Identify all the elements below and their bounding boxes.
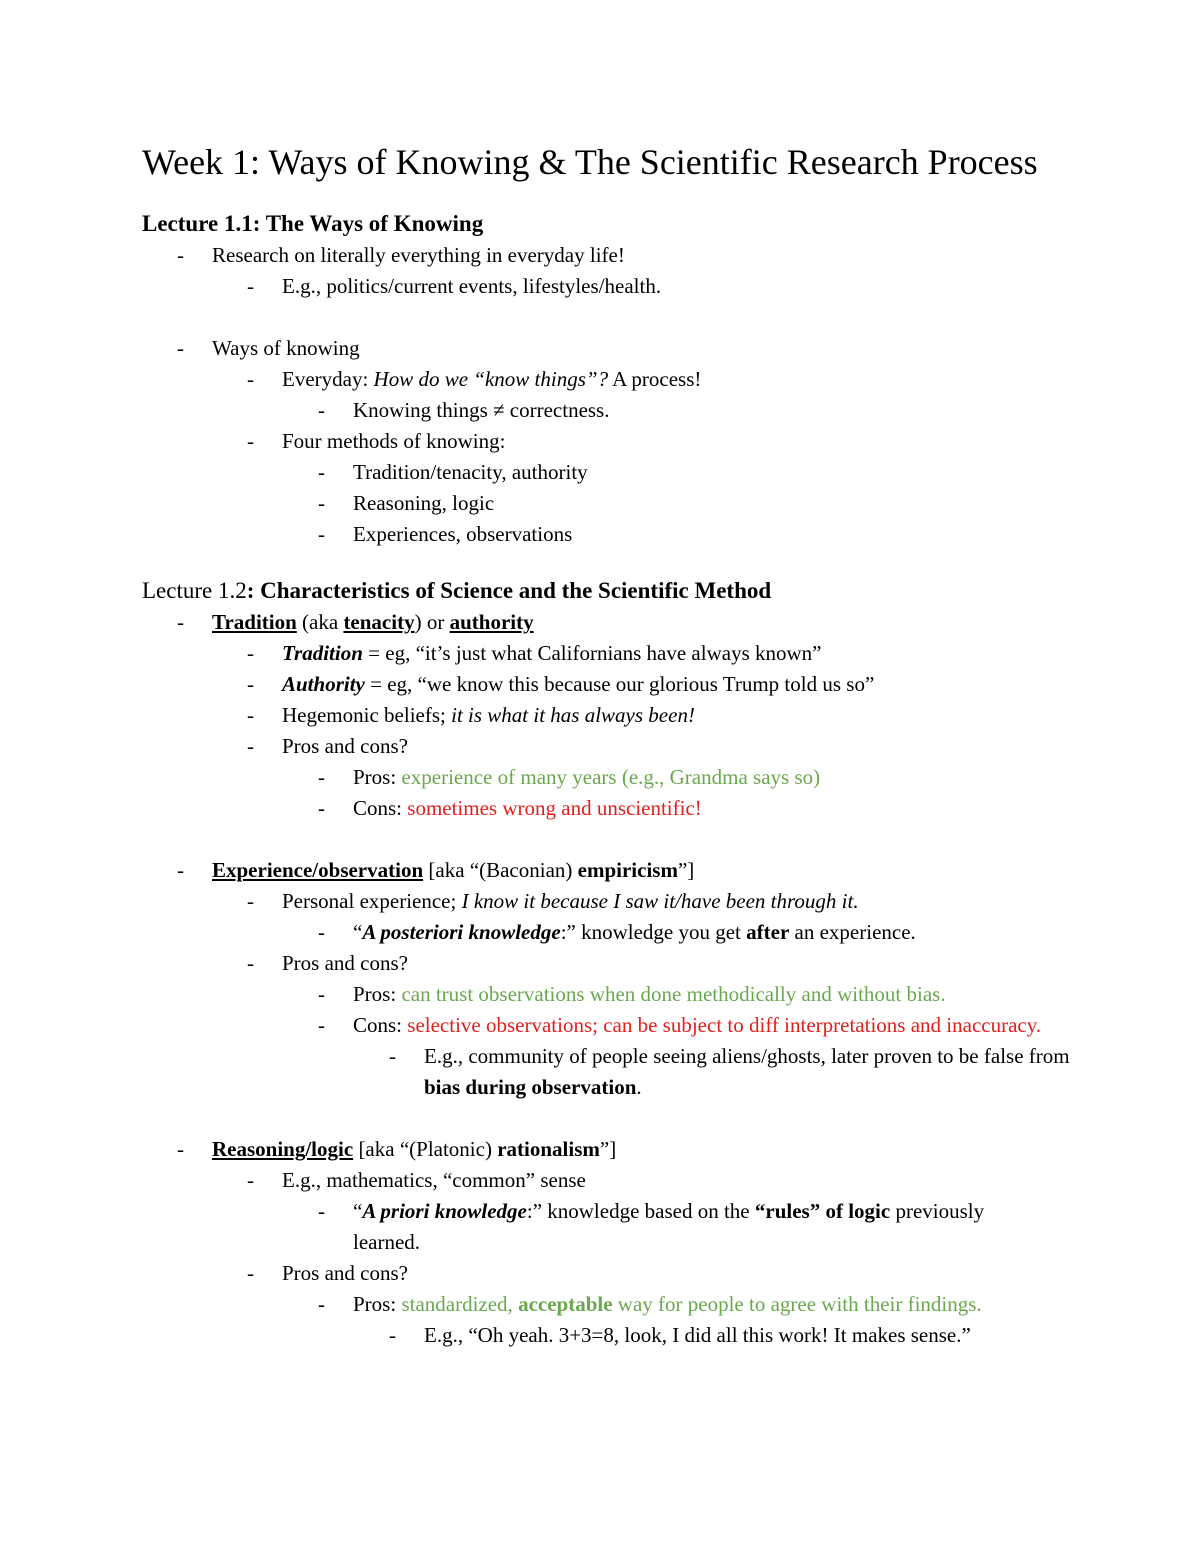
tradition-aka-open: (aka [296,610,344,634]
bullet-dash: - [177,858,184,882]
personal-italic: I know it because I saw it/have been through it. [461,889,859,913]
list-item [142,1010,1053,1041]
bullet-dash: - [318,491,325,515]
priori-open: “ [353,1199,363,1223]
method-text: Tradition/tenacity, authority [353,460,588,484]
spacer [142,550,1142,575]
bullet-dash: - [247,429,254,453]
everyday-suffix: A process! [608,367,702,391]
hegemonic-italic: it is what it has always been! [451,703,695,727]
list-item [142,1041,1084,1103]
example-bold: bias during observation [424,1075,637,1099]
bullet-dash: - [318,765,325,789]
cons-text: selective observations; can be subject to diff interpretations and inaccuracy. [407,1013,1042,1037]
bullet-dash: - [318,1013,325,1037]
page-title: Week 1: Ways of Knowing & The Scientific Research Process [142,142,1038,182]
list-item [142,1289,1142,1320]
pros-cons-text: Pros and cons? [282,734,408,758]
bullet-dash: - [318,398,325,422]
list-item [142,793,1142,824]
pros-text: experience of many years (e.g., Grandma says so) [401,765,821,789]
def-authority-term: Authority [282,672,365,696]
list-item [142,917,1142,948]
experience-term: Experience/observation [212,858,424,882]
pros-example-text: E.g., “Oh yeah. 3+3=8, look, I did all this work! It makes sense.” [424,1323,971,1347]
list-item [142,669,1142,700]
spacer [142,302,1142,333]
posteriori-open: “ [353,920,363,944]
pros-bold: acceptable [518,1292,613,1316]
bullet-dash: - [318,796,325,820]
def-authority-text: = eg, “we know this because our glorious Trump told us so” [364,672,875,696]
bullet-dash: - [177,243,184,267]
list-item [142,979,1142,1010]
list-item [142,364,1142,395]
bullet-dash: - [247,703,254,727]
list-item [142,1320,1142,1351]
list-item [142,426,1142,457]
bullet-dash: - [177,610,184,634]
experience-aka-open: [aka “(Baconian) [423,858,578,882]
research-example-text: E.g., politics/current events, lifestyles/health. [282,274,662,298]
list-item [142,240,1142,271]
pros-text-2: way for people to agree with their findings. [612,1292,982,1316]
example-prefix: E.g., community of people seeing aliens/ghosts, later proven to be false from [424,1044,1070,1068]
def-tradition-text: = eg, “it’s just what Californians have always known” [362,641,822,665]
bullet-dash: - [318,1199,325,1223]
hegemonic-prefix: Hegemonic beliefs; [282,703,452,727]
list-item [142,1134,1142,1165]
bullet-dash: - [247,1261,254,1285]
tradition-term: Tradition [212,610,297,634]
list-item [142,457,1142,488]
pros-label: Pros: [353,1292,402,1316]
list-item [142,762,1142,793]
bullet-dash: - [318,982,325,1006]
document-page [142,138,1142,1351]
method-text: Experiences, observations [353,522,573,546]
reasoning-example-text: E.g., mathematics, “common” sense [282,1168,586,1192]
pros-cons-text: Pros and cons? [282,1261,408,1285]
bullet-dash: - [247,641,254,665]
lecture-1-2-title: : Characteristics of Science and the Scientific Method [246,578,772,603]
cons-text: sometimes wrong and unscientific! [407,796,702,820]
lecture-1-1-heading: Lecture 1.1: The Ways of Knowing [142,211,484,236]
list-item [142,638,1142,669]
posteriori-term: A posteriori knowledge [362,920,561,944]
pros-cons-text: Pros and cons? [282,951,408,975]
priori-end: previously learned. [353,1199,985,1254]
bullet-dash: - [177,336,184,360]
everyday-question: How do we “know things”? [373,367,609,391]
list-item [142,607,1142,638]
list-item [142,1196,1013,1258]
priori-mid: :” knowledge based on the [526,1199,755,1223]
list-item [142,731,1142,762]
bullet-dash: - [247,367,254,391]
def-tradition-term: Tradition [282,641,363,665]
bullet-dash: - [247,274,254,298]
lecture-1-2-heading [142,575,1142,607]
bullet-dash: - [318,522,325,546]
cons-label: Cons: [353,796,408,820]
list-item [142,333,1142,364]
list-item [142,1258,1142,1289]
list-item [142,395,1142,426]
priori-term: A priori knowledge [362,1199,527,1223]
cons-label: Cons: [353,1013,408,1037]
bullet-dash: - [177,1137,184,1161]
priori-bold: “rules” of logic [754,1199,891,1223]
list-item [142,1165,1142,1196]
list-item [142,271,1142,302]
pros-text: can trust observations when done methodically and without bias. [401,982,946,1006]
spacer [142,824,1142,855]
method-text: Reasoning, logic [353,491,495,515]
tenacity-term: tenacity [343,610,415,634]
experience-aka-close: ”] [677,858,695,882]
bullet-dash: - [247,889,254,913]
bullet-dash: - [389,1323,396,1347]
reasoning-term: Reasoning/logic [212,1137,354,1161]
personal-prefix: Personal experience; [282,889,462,913]
rationalism-term: rationalism [497,1137,600,1161]
posteriori-end: an experience. [789,920,916,944]
bullet-dash: - [247,1168,254,1192]
authority-term: authority [449,610,534,634]
spacer [142,1103,1142,1134]
bullet-dash: - [247,672,254,696]
list-item [142,519,1142,550]
empiricism-term: empiricism [577,858,678,882]
lecture-1-2-number: Lecture 1.2 [142,578,247,603]
posteriori-bold: after [746,920,790,944]
list-item [142,948,1142,979]
bullet-dash: - [318,920,325,944]
bullet-dash: - [247,951,254,975]
pros-label: Pros: [353,982,402,1006]
list-item [142,886,1142,917]
reasoning-aka-close: ”] [599,1137,617,1161]
four-methods-text: Four methods of knowing: [282,429,506,453]
ways-item-text: Ways of knowing [212,336,360,360]
pros-text: standardized, [401,1292,519,1316]
tradition-or-text: ) or [414,610,450,634]
list-item [142,488,1142,519]
everyday-prefix: Everyday: [282,367,374,391]
bullet-dash: - [389,1044,396,1068]
list-item [142,855,1142,886]
reasoning-aka-open: [aka “(Platonic) [353,1137,498,1161]
posteriori-mid: :” knowledge you get [560,920,747,944]
bullet-dash: - [247,734,254,758]
list-item [142,700,1142,731]
research-item-text: Research on literally everything in everyday life! [212,243,625,267]
knowing-note-text: Knowing things ≠ correctness. [353,398,610,422]
bullet-dash: - [318,1292,325,1316]
example-end: . [636,1075,642,1099]
pros-label: Pros: [353,765,402,789]
bullet-dash: - [318,460,325,484]
